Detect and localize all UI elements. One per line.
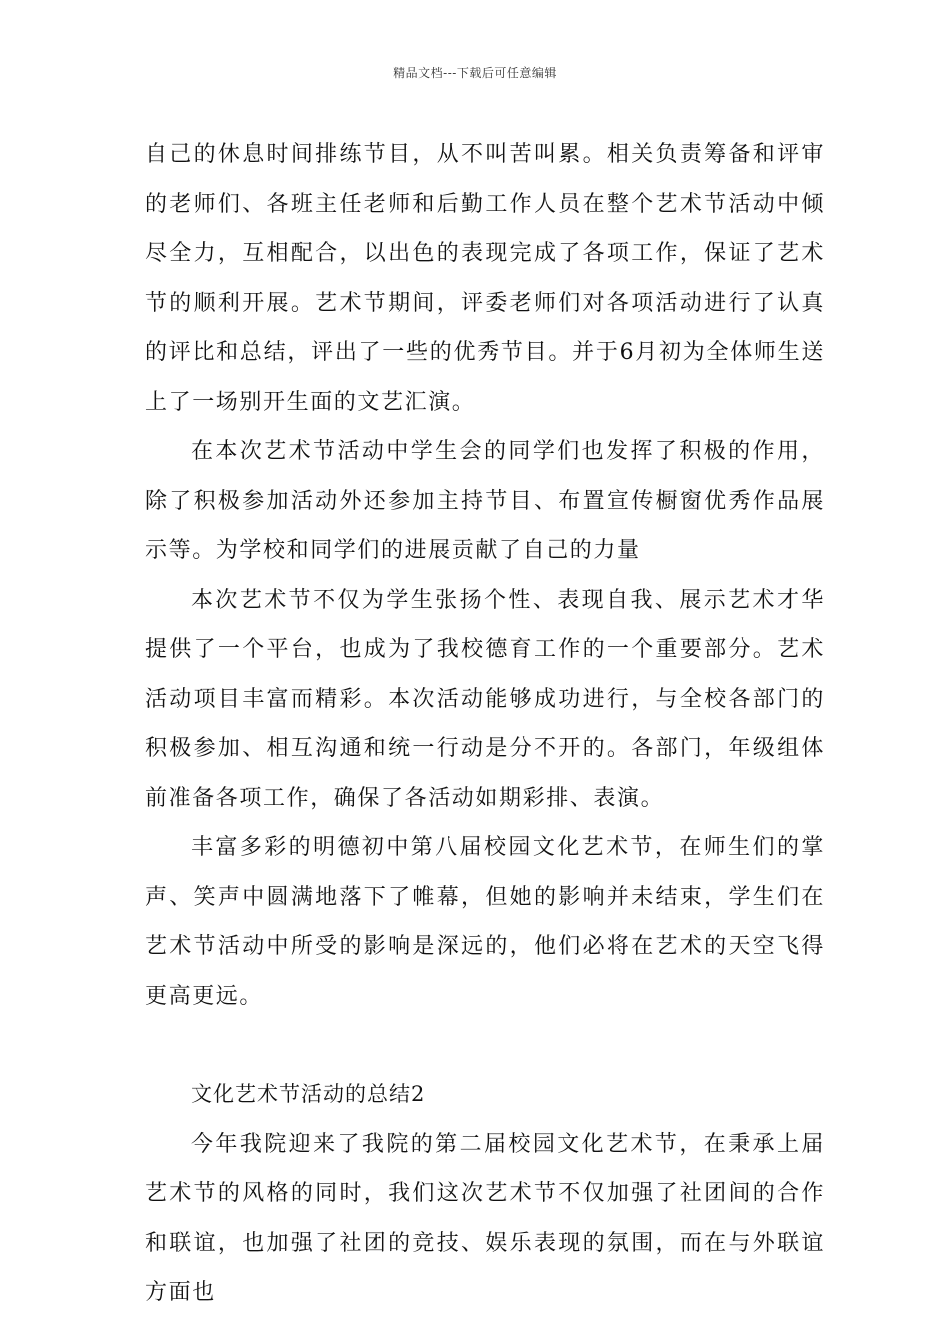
page-header: 精品文档---下载后可任意编辑 bbox=[393, 66, 557, 80]
section-2-paragraph: 今年我院迎来了我院的第二届校园文化艺术节，在秉承上届艺术节的风格的同时，我们这次艺术节不仅加强了社团间的合作和联谊，也加强了社团的竞技、娱乐表现的氛围，而在与外联谊方面也 bbox=[145, 1131, 825, 1305]
paragraph-3: 本次艺术节不仅为学生张扬个性、表现自我、展示艺术才华提供了一个平台，也成为了我校德育工作的一个重要部分。艺术活动项目丰富而精彩。本次活动能够成功进行，与全校各部门的积极参加、相互沟通和统一行动是分不开的。各部门，年级组体前准备各项工作，确保了各活动如期彩排、表演。 bbox=[145, 587, 825, 811]
section-heading: 文化艺术节活动的总结2 bbox=[191, 1082, 426, 1106]
document-body bbox=[145, 130, 825, 1318]
paragraph-1: 自己的休息时间排练节目，从不叫苦叫累。相关负责筹备和评审的老师们、各班主任老师和后勤工作人员在整个艺术节活动中倾尽全力，互相配合，以出色的表现完成了各项工作，保证了艺术节的顺利开展。艺术节期间，评委老师们对各项活动进行了认真的评比和总结，评出了一些的优秀节目。并于6月初为全体师生送上了一场别开生面的文艺汇演。 bbox=[145, 142, 825, 415]
paragraph-4: 丰富多彩的明德初中第八届校园文化艺术节，在师生们的掌声、笑声中圆满地落下了帷幕，但她的影响并未结束，学生们在艺术节活动中所受的影响是深远的，他们必将在艺术的天空飞得更高更远。 bbox=[145, 835, 825, 1009]
paragraph-2: 在本次艺术节活动中学生会的同学们也发挥了积极的作用，除了积极参加活动外还参加主持节目、布置宣传橱窗优秀作品展示等。为学校和同学们的进展贡献了自己的力量 bbox=[145, 439, 825, 563]
